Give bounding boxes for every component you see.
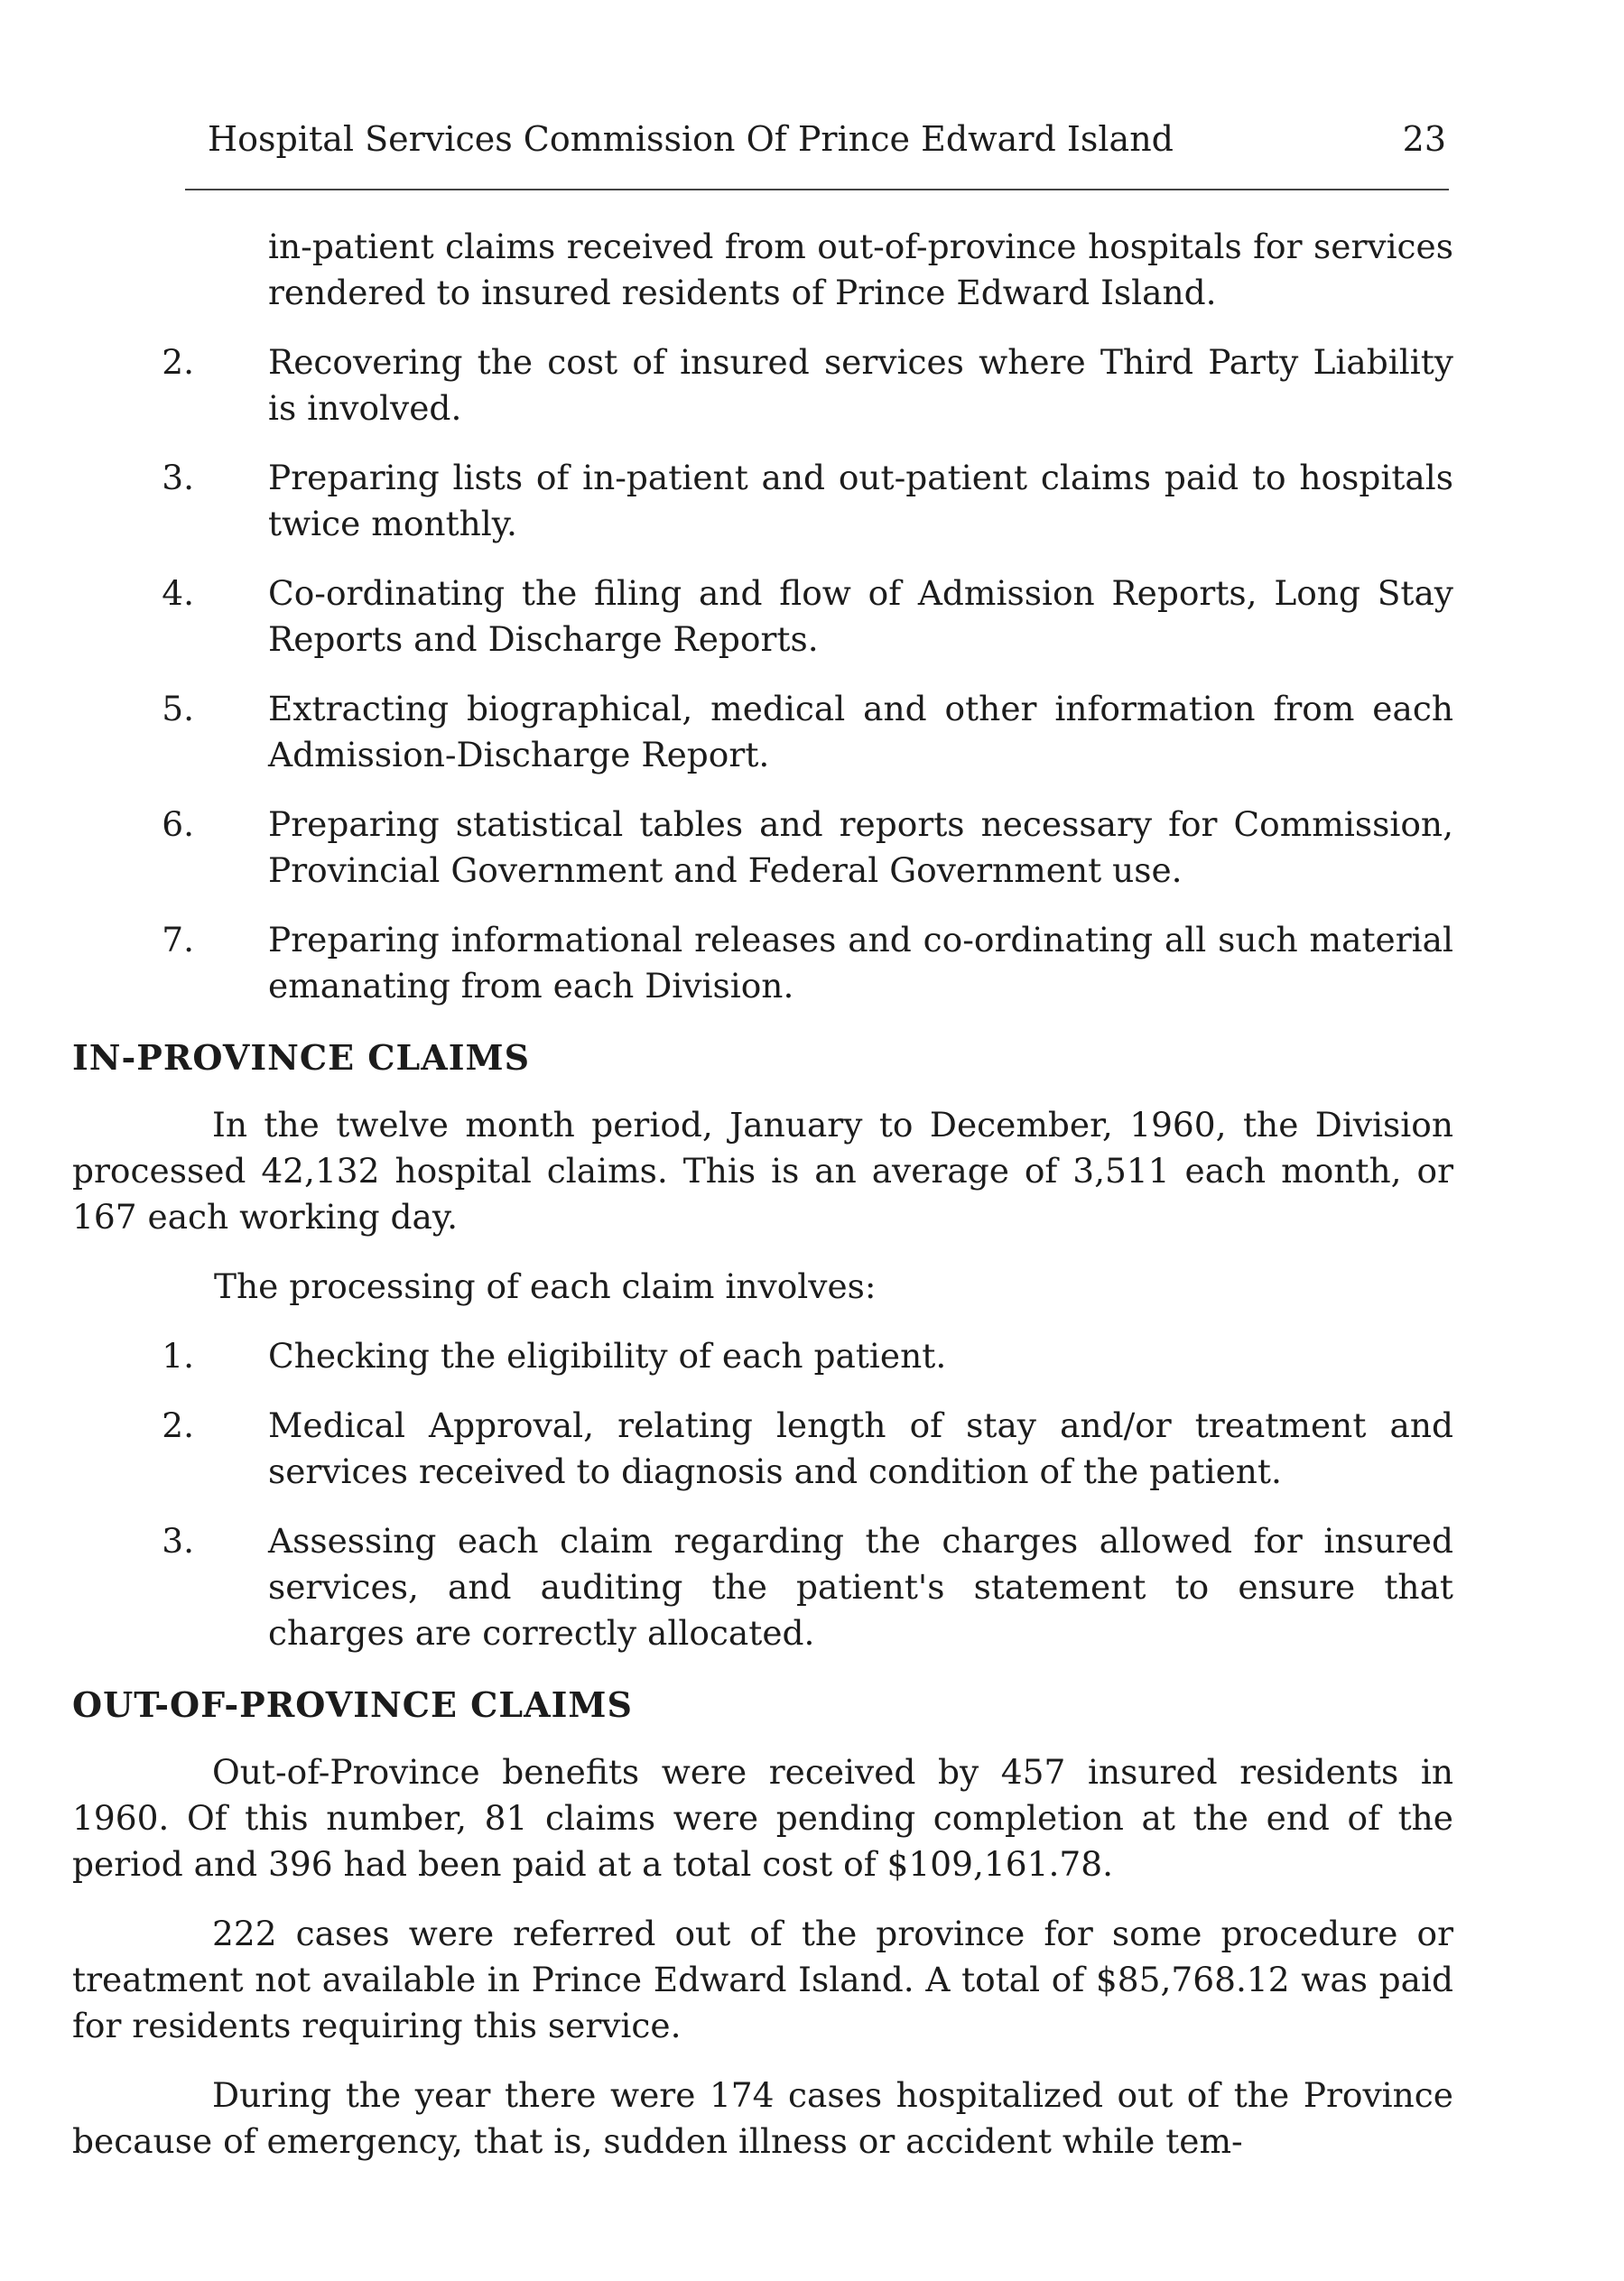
paragraph: Out-of-Province benefits were received by 457 insured residents in 1960. Of this number, 81 claims were pending completion at the end of the period and 396 had been paid at a total cost of $109,161.78. [72, 1752, 1453, 1884]
list-item-number: 3. [162, 1521, 194, 1561]
list-item-text: Medical Approval, relating length of stay and/or treatment and services received to diagnosis and condition of the patient. [268, 1405, 1453, 1491]
list-item-number: 1. [162, 1336, 194, 1376]
list-item-number: 5. [162, 689, 194, 728]
list-item-continuation [72, 224, 1453, 316]
paragraph: In the twelve month period, January to December, 1960, the Division processed 42,132 hospital claims. This is an average of 3,511 each month, or 167 each working day. [72, 1105, 1453, 1237]
list-item-text: Assessing each claim regarding the charges allowed for insured services, and auditing the patient's statement to ensure that charges are correctly allocated. [268, 1521, 1453, 1653]
running-title: Hospital Services Commission Of Prince Edward Island [208, 119, 1174, 159]
list-item-number: 6. [162, 804, 194, 844]
paragraph-intro: The processing of each claim involves: [214, 1266, 877, 1306]
list-item-text: in-patient claims received from out-of-province hospitals for services rendered to insured residents of Prince Edward Island. [268, 227, 1453, 312]
list-item [72, 339, 1453, 431]
page-body [72, 224, 1453, 2188]
list-item [72, 917, 1453, 1009]
list-item-text: Preparing statistical tables and reports necessary for Commission, Provincial Government and Federal Government use. [268, 804, 1453, 890]
list-item [72, 1333, 1453, 1379]
list-item [72, 1403, 1453, 1495]
list-item-text: Extracting biographical, medical and other information from each Admission-Discharge Report. [268, 689, 1453, 774]
list-item [72, 570, 1453, 663]
paragraph: During the year there were 174 cases hospitalized out of the Province because of emergency, that is, sudden illness or accident while tem- [72, 2075, 1453, 2161]
paragraph: 222 cases were referred out of the province for some procedure or treatment not available in Prince Edward Island. A total of $85,768.12 was paid for residents requiring this service. [72, 1914, 1453, 2045]
list-item-number: 4. [162, 573, 194, 613]
division-duties-list [72, 339, 1453, 1009]
list-item-text: Preparing informational releases and co-ordinating all such material emanating from each Division. [268, 920, 1453, 1006]
list-item [72, 455, 1453, 547]
running-header [208, 119, 1446, 159]
list-item-number: 3. [162, 458, 194, 497]
list-item [72, 1518, 1453, 1656]
page-number: 23 [1402, 119, 1446, 159]
list-item-text: Co-ordinating the filing and flow of Admission Reports, Long Stay Reports and Discharge Reports. [268, 573, 1453, 659]
list-item-number: 2. [162, 342, 194, 382]
list-item [72, 802, 1453, 894]
list-item-number: 2. [162, 1405, 194, 1445]
section-heading-in-province: IN-PROVINCE CLAIMS [72, 1037, 531, 1078]
list-item-number: 7. [162, 920, 194, 960]
list-item [72, 686, 1453, 778]
section-heading-out-of-province: OUT-OF-PROVINCE CLAIMS [72, 1684, 633, 1725]
list-item-text: Recovering the cost of insured services where Third Party Liability is involved. [268, 342, 1453, 428]
list-item-text: Checking the eligibility of each patient. [268, 1336, 947, 1376]
claim-steps-list [72, 1333, 1453, 1656]
header-rule [185, 189, 1449, 190]
list-item-text: Preparing lists of in-patient and out-patient claims paid to hospitals twice monthly. [268, 458, 1453, 543]
